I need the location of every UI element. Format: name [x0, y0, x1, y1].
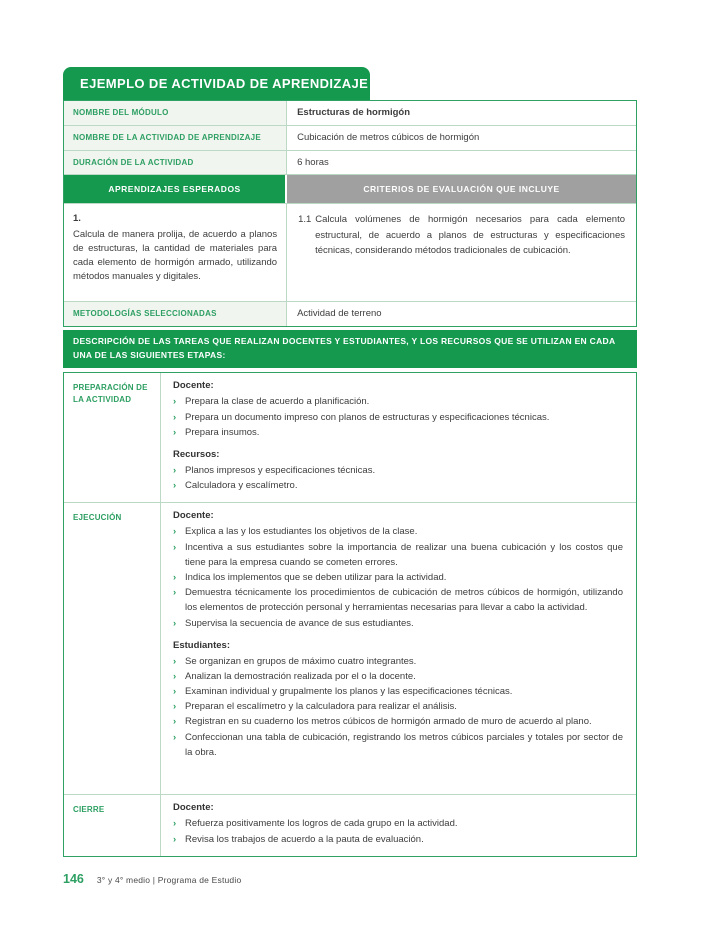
- bullet-marker: ›: [173, 686, 177, 698]
- list-item: [173, 730, 623, 760]
- stage-content: [161, 373, 636, 502]
- stage-content: [161, 795, 636, 855]
- learning-criteria-row: [64, 204, 636, 302]
- list-item: [173, 684, 623, 699]
- evaluation-criteria-number: 1.1: [298, 214, 312, 226]
- stage-group: [173, 449, 623, 493]
- activity-info-table: [63, 100, 637, 327]
- methodologies-value: Actividad de terreno: [297, 308, 382, 320]
- list-item: [173, 714, 623, 729]
- description-banner: DESCRIPCIÓN DE LAS TAREAS QUE REALIZAN DOCENTES Y ESTUDIANTES, Y LOS RECURSOS QUE SE UTILIZAN EN CADA UNA DE LAS SIGUIENTES ETAPAS:: [63, 330, 637, 368]
- table-row: [64, 101, 636, 126]
- bullet-marker: ›: [173, 655, 177, 667]
- list-item-text: Prepara un documento impreso con planos de estructuras y especificaciones técnicas.: [185, 411, 550, 423]
- list-item-text: Revisa los trabajos de acuerdo a la pauta de evaluación.: [185, 833, 424, 845]
- list-item-text: Examinan individual y grupalmente los planos y las especificaciones técnicas.: [185, 686, 513, 698]
- bullet-marker: ›: [173, 818, 177, 830]
- list-item-text: Supervisa la secuencia de avance de sus estudiantes.: [185, 617, 414, 629]
- stage-row: [64, 373, 636, 503]
- list-item-text: Planos impresos y especificaciones técnicas.: [185, 465, 376, 476]
- bullet-marker: ›: [173, 833, 177, 845]
- list-item: [173, 394, 623, 409]
- bullet-marker: ›: [173, 701, 177, 713]
- group-heading: Docente:: [173, 380, 214, 392]
- bullet-marker: ›: [173, 465, 177, 476]
- evaluation-criteria-text: Calcula volúmenes de hormigón necesarios para cada elemento estructural, de acuerdo a planos de estructuras y especificaciones técnicas, considerando métodos tradicionales de cubicación.: [315, 214, 625, 257]
- stage-row: [64, 795, 636, 855]
- stages-table: [63, 372, 637, 856]
- list-item: [173, 540, 623, 570]
- duration-value: 6 horas: [297, 156, 329, 168]
- list-item-text: Prepara insumos.: [185, 426, 260, 438]
- list-item: [173, 585, 623, 615]
- stage-group: [173, 640, 623, 760]
- list-item: [173, 832, 623, 847]
- module-name-label: NOMBRE DEL MÓDULO: [64, 101, 287, 125]
- bullet-marker: ›: [173, 716, 177, 728]
- list-item-text: Calculadora y escalímetro.: [185, 480, 298, 492]
- list-item-text: Confeccionan una tabla de cubicación, registrando los metros cúbicos parciales y totales por sector de la obra.: [185, 731, 623, 758]
- column-headers-row: [64, 175, 636, 204]
- list-item: [173, 699, 623, 714]
- stage-label: PREPARACIÓN DE LA ACTIVIDAD: [64, 373, 161, 502]
- bullet-marker: ›: [173, 670, 177, 682]
- bullet-marker: ›: [173, 541, 177, 553]
- stage-group: [173, 510, 623, 630]
- list-item: [173, 478, 623, 493]
- methodologies-row: [64, 302, 636, 326]
- methodologies-label: METODOLOGÍAS SELECCIONADAS: [64, 302, 287, 326]
- list-item-text: Preparan el escalímetro y la calculadora para realizar el análisis.: [185, 701, 457, 713]
- list-item-text: Prepara la clase de acuerdo a planificación.: [185, 396, 370, 408]
- list-item: [173, 524, 623, 539]
- bullet-marker: ›: [173, 426, 177, 438]
- document-page: [63, 67, 637, 857]
- list-item: [173, 816, 623, 831]
- group-heading: Docente:: [173, 510, 214, 522]
- list-item: [173, 463, 623, 478]
- duration-label: DURACIÓN DE LA ACTIVIDAD: [64, 151, 287, 175]
- stage-content: [161, 503, 636, 794]
- list-item: [173, 570, 623, 585]
- bullet-marker: ›: [173, 617, 177, 629]
- list-item-text: Demuestra técnicamente los procedimientos de cubicación de metros cúbicos de hormigón, utilizando los elementos de protección personal y herramientas necesarias para llevar a cabo la actividad.: [185, 587, 623, 614]
- list-item-text: Incentiva a sus estudiantes sobre la importancia de realizar una buena cubicación y los costos que tiene para la empresa cuando se cometen errores.: [185, 541, 623, 568]
- list-item: [173, 410, 623, 425]
- activity-name-label: NOMBRE DE LA ACTIVIDAD DE APRENDIZAJE: [64, 126, 287, 150]
- list-item-text: Se organizan en grupos de máximo cuatro integrantes.: [185, 655, 417, 667]
- footer-text: 3° y 4° medio | Programa de Estudio: [96, 875, 242, 885]
- bullet-marker: ›: [173, 396, 177, 408]
- bullet-marker: ›: [173, 571, 177, 583]
- list-item-text: Registran en su cuaderno los metros cúbicos de hormigón armado de muro de acuerdo al plano.: [185, 716, 592, 728]
- group-heading: Docente:: [173, 802, 214, 814]
- table-row: [64, 151, 636, 176]
- page-title-tab: [63, 67, 370, 100]
- group-heading: Estudiantes:: [173, 639, 231, 651]
- expected-learning-text: Calcula de manera prolija, de acuerdo a planos de estructuras, la cantidad de materiales para cada elemento de hormigón armado, utilizando métodos manuales y digitales.: [73, 228, 278, 283]
- stage-group: [173, 802, 623, 846]
- stage-group: [173, 380, 623, 440]
- page-title: EJEMPLO DE ACTIVIDAD DE APRENDIZAJE: [80, 76, 369, 91]
- stage-row: [64, 503, 636, 795]
- activity-name-value: Cubicación de metros cúbicos de hormigón: [297, 131, 480, 143]
- table-row: [64, 126, 636, 151]
- stage-label: EJECUCIÓN: [64, 503, 161, 794]
- expected-learning-header: APRENDIZAJES ESPERADOS: [64, 175, 287, 203]
- stage-label: CIERRE: [64, 795, 161, 855]
- bullet-marker: ›: [173, 587, 177, 599]
- bullet-marker: ›: [173, 731, 177, 743]
- bullet-marker: ›: [173, 526, 177, 538]
- bullet-marker: ›: [173, 411, 177, 423]
- bullet-marker: ›: [173, 480, 177, 492]
- list-item-text: Refuerza positivamente los logros de cada grupo en la actividad.: [185, 818, 458, 830]
- page-number: 146: [63, 872, 84, 886]
- group-heading: Recursos:: [173, 449, 220, 460]
- expected-learning-cell: [64, 204, 287, 301]
- list-item-text: Explica a las y los estudiantes los objetivos de la clase.: [185, 526, 418, 538]
- list-item: [173, 669, 623, 684]
- evaluation-criteria-header: CRITERIOS DE EVALUACIÓN QUE INCLUYE: [287, 175, 636, 203]
- list-item-text: Analizan la demostración realizada por el o la docente.: [185, 670, 416, 682]
- module-name-value: Estructuras de hormigón: [297, 107, 411, 118]
- list-item-text: Indica los implementos que se deben utilizar para la actividad.: [185, 571, 447, 583]
- evaluation-criteria-cell: [287, 204, 636, 301]
- list-item: [173, 425, 623, 440]
- expected-learning-number: 1.: [73, 213, 81, 225]
- page-footer: [63, 872, 241, 886]
- list-item: [173, 654, 623, 669]
- list-item: [173, 616, 623, 631]
